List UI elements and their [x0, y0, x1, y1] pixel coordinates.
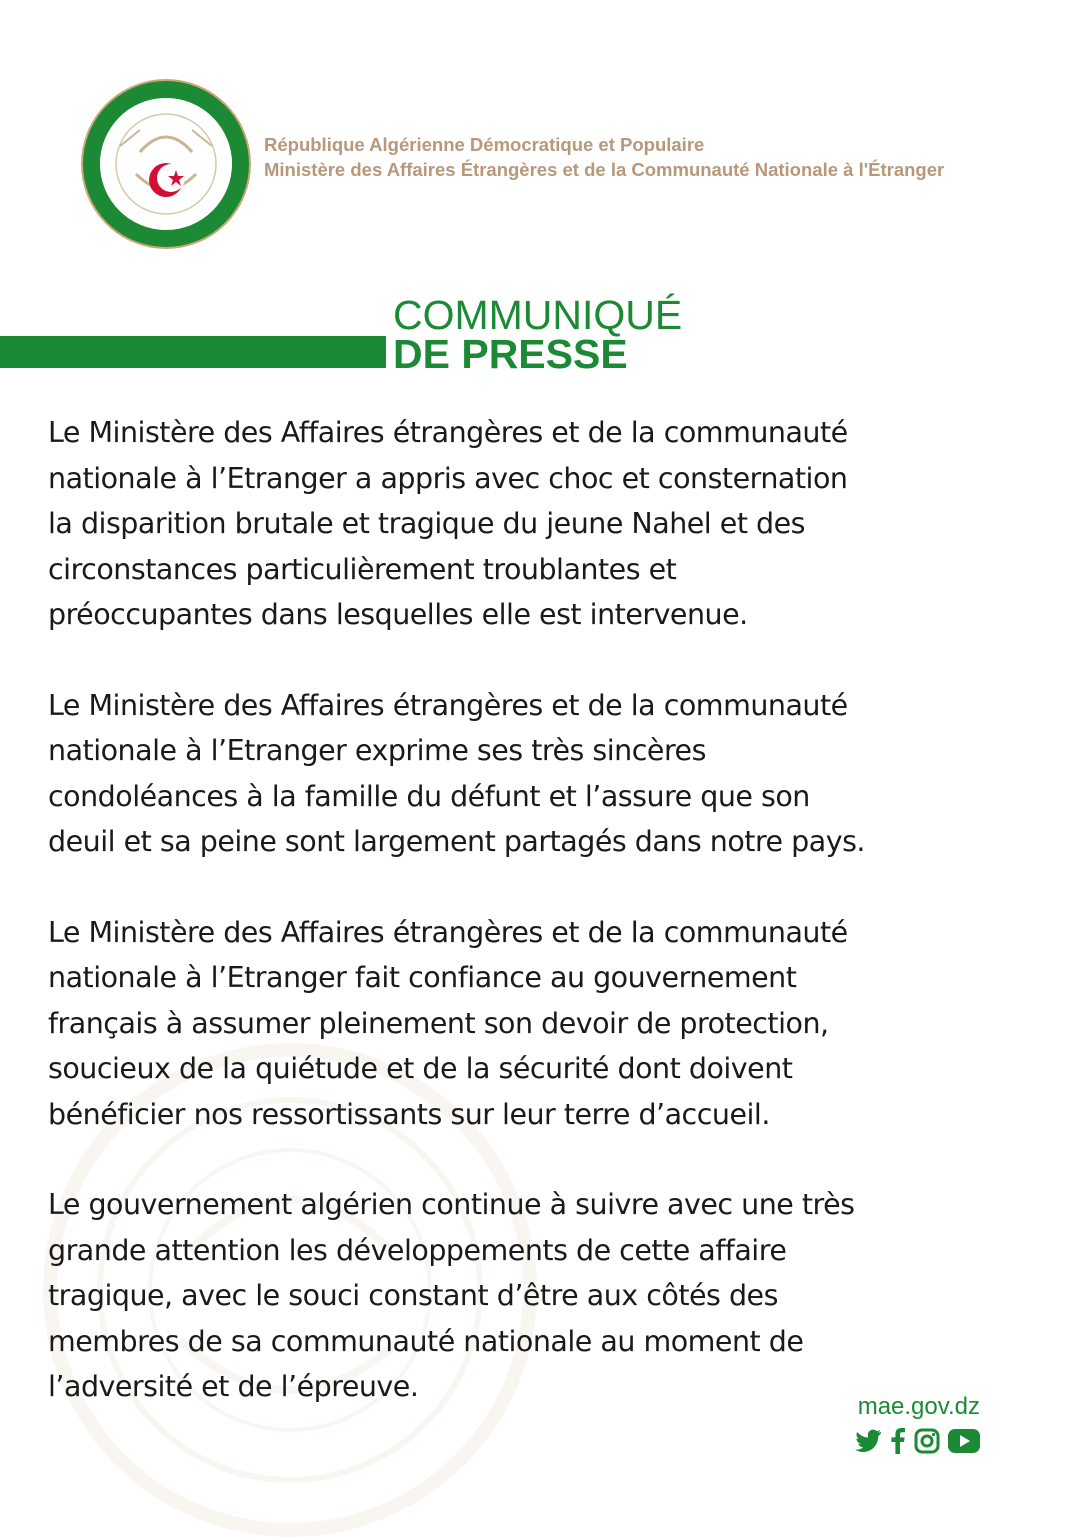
title-accent-bar — [0, 336, 386, 368]
paragraph-line: membres de sa communauté nationale au moment de — [48, 1324, 804, 1358]
paragraph-line: circonstances particulièrement troublantes et — [48, 552, 677, 586]
social-links — [854, 1428, 980, 1458]
press-release-body — [48, 410, 978, 1455]
header-ministry: Ministère des Affaires Étrangères et de la Communauté Nationale à l'Étranger — [264, 159, 945, 180]
paragraph-line: grande attention les développements de cette affaire — [48, 1233, 787, 1267]
paragraph-line: préoccupantes dans lesquelles elle est intervenue. — [48, 598, 748, 631]
facebook-icon[interactable] — [890, 1428, 906, 1458]
paragraph-line: Le gouvernement algérien continue à suivre avec une très — [48, 1188, 855, 1221]
ministry-seal-logo — [80, 78, 252, 250]
paragraph-line: condoléances à la famille du défunt et l’assure que son — [48, 779, 810, 813]
paragraph-line: français à assumer pleinement son devoir de protection, — [48, 1006, 829, 1040]
paragraph-line: nationale à l’Etranger a appris avec choc et consternation — [48, 461, 848, 495]
paragraph-line: tragique, avec le souci constant d’être aux côtés des — [48, 1279, 778, 1312]
paragraph-line: soucieux de la quiétude et de la sécurité dont doivent — [48, 1052, 793, 1085]
paragraph-1 — [48, 410, 978, 638]
paragraph-line: nationale à l’Etranger fait confiance au gouvernement — [48, 961, 797, 994]
title-communique: COMMUNIQUÉ — [393, 292, 683, 338]
header-text — [264, 132, 944, 182]
paragraph-line: deuil et sa peine sont largement partagés dans notre pays. — [48, 825, 865, 858]
header-republic: République Algérienne Démocratique et Populaire — [264, 134, 705, 155]
twitter-icon[interactable] — [854, 1429, 882, 1457]
youtube-icon[interactable] — [948, 1429, 980, 1457]
paragraph-line: l’adversité et de l’épreuve. — [48, 1370, 419, 1403]
paragraph-line: Le Ministère des Affaires étrangères et de la communauté — [48, 688, 848, 722]
paragraph-3 — [48, 910, 978, 1138]
paragraph-line: Le Ministère des Affaires étrangères et de la communauté — [48, 416, 848, 449]
title-de-presse: DE PRESSE — [393, 331, 628, 377]
paragraph-2 — [48, 683, 978, 865]
footer — [854, 1392, 980, 1458]
page-title — [393, 292, 683, 377]
instagram-icon[interactable] — [914, 1428, 940, 1458]
paragraph-line: bénéficier nos ressortissants sur leur terre d’accueil. — [48, 1097, 770, 1131]
paragraph-line: la disparition brutale et tragique du jeune Nahel et des — [48, 507, 806, 540]
paragraph-line: nationale à l’Etranger exprime ses très sincères — [48, 734, 706, 767]
paragraph-4 — [48, 1182, 978, 1410]
website-link[interactable]: mae.gov.dz — [857, 1393, 980, 1420]
paragraph-line: Le Ministère des Affaires étrangères et de la communauté — [48, 915, 848, 949]
